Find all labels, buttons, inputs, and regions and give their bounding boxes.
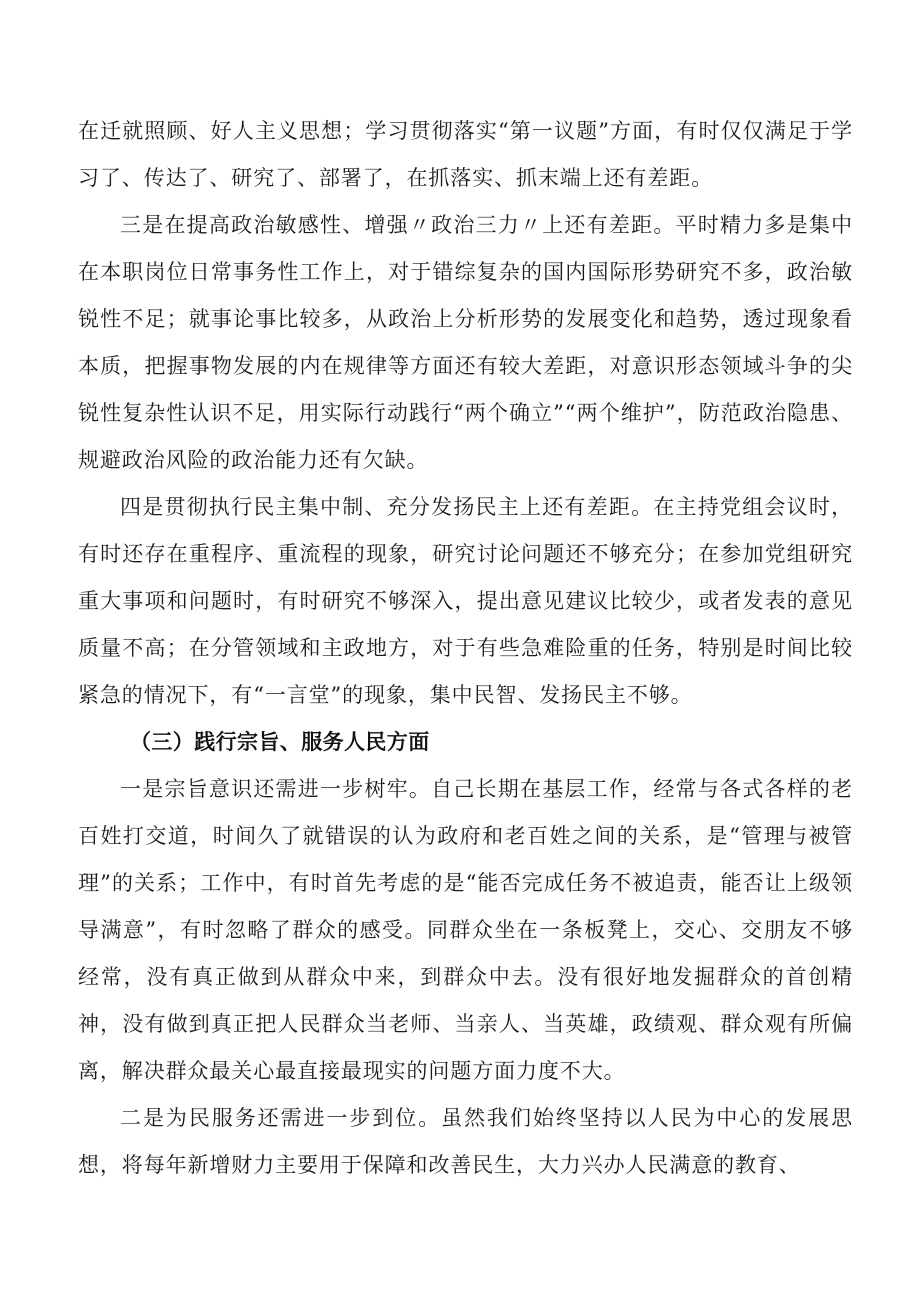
paragraph-continuation: 在迁就照顾、好人主义思想；学习贯彻落实“第一议题”方面，有时仅仅满足于学习了、传达了、研究了、部署了，在抓落实、抓末端上还有差距。 <box>78 119 853 190</box>
paragraph-democratic-centralism: 四是贯彻执行民主集中制、充分发扬民主上还有差距。在主持党组会议时，有时还存在重程序、重流程的现象，研究讨论问题还不够充分；在参加党组研究重大事项和问题时，有时研究不够深入，提出意见建议比较少，或者发表的意见质量不高；在分管领域和主政地方，对于有些急难险重的任务，特别是时间比较紧急的情况下，有“一言堂”的现象，集中民智、发扬民主不够。 <box>78 495 853 707</box>
paragraph-purpose-awareness: 一是宗旨意识还需进一步树牢。自己长期在基层工作，经常与各式各样的老百姓打交道，时间久了就错误的认为政府和老百姓之间的关系，是“管理与被管理”的关系；工作中，有时首先考虑的是“能否完成任务不被追责，能否让上级领导满意”，有时忽略了群众的感受。同群众坐在一条板凳上，交心、交朋友不够经常，没有真正做到从群众中来，到群众中去。没有很好地发掘群众的首创精神，没有做到真正把人民群众当老师、当亲人、当英雄，政绩观、群众观有所偏离，解决群众最关心最直接最现实的问题方面力度不大。 <box>78 777 853 1083</box>
paragraph-serve-people: 二是为民服务还需进一步到位。虽然我们始终坚持以人民为中心的发展思想，将每年新增财力主要用于保障和改善民生，大力兴办人民满意的教育、 <box>78 1106 853 1177</box>
document-body <box>78 108 853 1189</box>
section-heading-serve-people: （三）践行宗旨、服务人民方面 <box>130 730 430 754</box>
paragraph-political-sensitivity: 三是在提高政治敏感性、增强〃政治三力〃上还有差距。平时精力多是集中在本职岗位日常事务性工作上，对于错综复杂的国内国际形势研究不多，政治敏锐性不足；就事论事比较多，从政治上分析形势的发展变化和趋势，透过现象看本质，把握事物发展的内在规律等方面还有较大差距，对意识形态领域斗争的尖锐性复杂性认识不足，用实际行动践行“两个确立”“两个维护”，防范政治隐患、规避政治风险的政治能力还有欠缺。 <box>78 213 853 472</box>
